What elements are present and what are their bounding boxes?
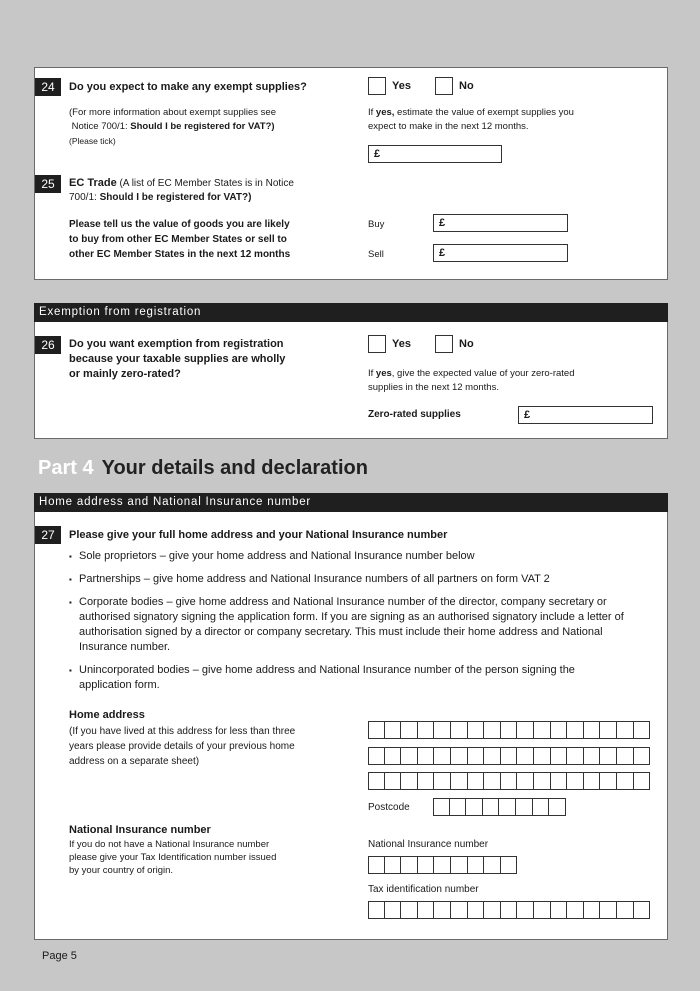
question-number-24: 24 (35, 78, 61, 96)
character-cell[interactable] (584, 772, 601, 790)
character-cell[interactable] (434, 721, 451, 739)
character-cell[interactable] (600, 772, 617, 790)
character-cell[interactable] (368, 772, 385, 790)
home-address-line-3[interactable] (368, 772, 650, 790)
character-cell[interactable] (584, 901, 601, 919)
q26-yes-label: Yes (392, 338, 411, 350)
character-cell[interactable] (634, 772, 651, 790)
q24-no-label: No (459, 80, 474, 92)
home-address-panel (34, 493, 668, 940)
character-cell[interactable] (549, 798, 566, 816)
question-number-27: 27 (35, 526, 61, 544)
character-cell[interactable] (483, 798, 500, 816)
tax-id-input[interactable] (368, 901, 650, 919)
character-cell[interactable] (368, 901, 385, 919)
q27-title: Please give your full home address and your National Insurance number (69, 529, 448, 541)
character-cell[interactable] (617, 721, 634, 739)
character-cell[interactable] (551, 772, 568, 790)
character-cell[interactable] (484, 856, 501, 874)
character-cell[interactable] (567, 747, 584, 765)
character-cell[interactable] (517, 747, 534, 765)
character-cell[interactable] (385, 772, 402, 790)
character-cell[interactable] (600, 721, 617, 739)
character-cell[interactable] (385, 856, 402, 874)
postcode-input[interactable] (433, 798, 566, 816)
q24-note-line1: (For more information about exempt supplies see (69, 107, 276, 118)
question-number-25: 25 (35, 175, 61, 193)
character-cell[interactable] (534, 772, 551, 790)
q24-title: Do you expect to make any exempt supplies? (69, 81, 307, 93)
character-cell[interactable] (468, 721, 485, 739)
character-cell[interactable] (368, 747, 385, 765)
pound-sign: £ (374, 148, 381, 160)
pound-sign: £ (439, 247, 446, 259)
character-cell[interactable] (584, 747, 601, 765)
buy-value-input[interactable] (433, 214, 568, 232)
character-cell[interactable] (484, 747, 501, 765)
exemption-header: Exemption from registration (34, 303, 668, 322)
character-cell[interactable] (418, 772, 435, 790)
page-number: Page 5 (42, 950, 77, 962)
character-cell[interactable] (385, 747, 402, 765)
character-cell[interactable] (451, 772, 468, 790)
character-cell[interactable] (501, 901, 518, 919)
part4-heading (38, 456, 368, 480)
character-cell[interactable] (501, 772, 518, 790)
sell-label: Sell (368, 249, 384, 260)
character-cell[interactable] (634, 901, 651, 919)
q24-if-yes: If yes, estimate the value of exempt supplies you expect to make in the next 12 months. (368, 107, 574, 132)
character-cell[interactable] (385, 721, 402, 739)
character-cell[interactable] (534, 747, 551, 765)
list-item: ▪ Corporate bodies – give home address and National Insurance number of the director, company secretary or authorised signatory signing the application form. If you are signing as an authorised signatory include a letter of authorisation signed by a director or company secretary. This must include their home address and National Insurance number. (69, 595, 629, 655)
character-cell[interactable] (451, 856, 468, 874)
character-cell[interactable] (517, 721, 534, 739)
character-cell[interactable] (634, 747, 651, 765)
character-cell[interactable] (434, 901, 451, 919)
character-cell[interactable] (468, 772, 485, 790)
character-cell[interactable] (368, 856, 385, 874)
q26-no-checkbox[interactable] (435, 335, 453, 353)
character-cell[interactable] (368, 721, 385, 739)
exemption-panel (34, 303, 668, 439)
postcode-label: Postcode (368, 802, 410, 813)
character-cell[interactable] (484, 772, 501, 790)
character-cell[interactable] (634, 721, 651, 739)
character-cell[interactable] (533, 798, 550, 816)
q24-yes-label: Yes (392, 80, 411, 92)
home-address-title: Home address (69, 709, 145, 721)
character-cell[interactable] (401, 772, 418, 790)
character-cell[interactable] (466, 798, 483, 816)
pound-sign: £ (524, 409, 531, 421)
character-cell[interactable] (451, 747, 468, 765)
q27-instructions (69, 549, 629, 701)
character-cell[interactable] (600, 747, 617, 765)
list-item: ▪ Unincorporated bodies – give home address and National Insurance number of the person signing the application form. (69, 663, 629, 693)
home-address-line-2[interactable] (368, 747, 650, 765)
q24-no-checkbox[interactable] (435, 77, 453, 95)
character-cell[interactable] (418, 747, 435, 765)
home-address-header: Home address and National Insurance number (34, 493, 668, 512)
character-cell[interactable] (401, 856, 418, 874)
character-cell[interactable] (534, 901, 551, 919)
ni-number-input[interactable] (368, 856, 517, 874)
character-cell[interactable] (516, 798, 533, 816)
q24-note (69, 106, 349, 148)
q24-tick-note: (Please tick) (69, 136, 116, 146)
character-cell[interactable] (501, 721, 518, 739)
character-cell[interactable] (484, 901, 501, 919)
zero-rated-value-input[interactable] (518, 406, 653, 424)
question-number-26: 26 (35, 336, 61, 354)
character-cell[interactable] (567, 721, 584, 739)
q26-title: Do you want exemption from registration because your taxable supplies are wholly or mainly zero-rated? (69, 338, 286, 380)
character-cell[interactable] (617, 772, 634, 790)
zero-rated-label: Zero-rated supplies (368, 409, 461, 420)
character-cell[interactable] (567, 772, 584, 790)
q25-question: Please tell us the value of goods you are likely to buy from other EC Member States or sell to other EC Member States in the next 12 months (69, 219, 291, 260)
character-cell[interactable] (551, 747, 568, 765)
q26-no-label: No (459, 338, 474, 350)
character-cell[interactable] (401, 901, 418, 919)
character-cell[interactable] (451, 901, 468, 919)
q26-yes-checkbox[interactable] (368, 335, 386, 353)
character-cell[interactable] (434, 747, 451, 765)
character-cell[interactable] (434, 856, 451, 874)
character-cell[interactable] (401, 721, 418, 739)
ni-title: National Insurance number (69, 824, 211, 836)
character-cell[interactable] (468, 901, 485, 919)
ni-number-label: National Insurance number (368, 839, 489, 850)
pound-sign: £ (439, 217, 446, 229)
character-cell[interactable] (418, 856, 435, 874)
character-cell[interactable] (468, 856, 485, 874)
character-cell[interactable] (451, 721, 468, 739)
character-cell[interactable] (484, 721, 501, 739)
part4-title: Your details and declaration (101, 457, 368, 479)
list-item: ▪ Partnerships – give home address and National Insurance numbers of all partners on form VAT 2 (69, 572, 629, 587)
q26-if-yes: If yes, give the expected value of your zero-rated supplies in the next 12 months. (368, 368, 575, 393)
character-cell[interactable] (501, 747, 518, 765)
character-cell[interactable] (434, 772, 451, 790)
character-cell[interactable] (401, 747, 418, 765)
buy-label: Buy (368, 219, 385, 230)
character-cell[interactable] (517, 772, 534, 790)
character-cell[interactable] (600, 901, 617, 919)
character-cell[interactable] (468, 747, 485, 765)
character-cell[interactable] (418, 901, 435, 919)
character-cell[interactable] (617, 747, 634, 765)
q25-title: EC Trade (A list of EC Member States is in Notice 700/1: Should I be registered for VAT?) (69, 177, 294, 203)
character-cell[interactable] (433, 798, 450, 816)
character-cell[interactable] (501, 856, 518, 874)
q24-note-line2: Notice 700/1: Should I be registered for VAT?) (71, 121, 275, 132)
character-cell[interactable] (450, 798, 467, 816)
character-cell[interactable] (418, 721, 435, 739)
character-cell[interactable] (534, 721, 551, 739)
home-address-line-1[interactable] (368, 721, 650, 739)
list-item: ▪ Sole proprietors – give your home address and National Insurance number below (69, 549, 629, 564)
home-address-note: (If you have lived at this address for less than three years please provide details of your previous home address on a separate sheet) (69, 726, 296, 767)
character-cell[interactable] (499, 798, 516, 816)
supplies-panel (34, 67, 668, 280)
character-cell[interactable] (567, 901, 584, 919)
ni-note: If you do not have a National Insurance number please give your Tax Identification number issued by your country of origin. (69, 839, 277, 876)
character-cell[interactable] (617, 901, 634, 919)
character-cell[interactable] (584, 721, 601, 739)
character-cell[interactable] (551, 721, 568, 739)
q24-exempt-value-input[interactable] (368, 145, 502, 163)
character-cell[interactable] (385, 901, 402, 919)
character-cell[interactable] (517, 901, 534, 919)
sell-value-input[interactable] (433, 244, 568, 262)
character-cell[interactable] (551, 901, 568, 919)
q24-yes-checkbox[interactable] (368, 77, 386, 95)
tax-id-label: Tax identification number (368, 884, 479, 895)
part4-label: Part 4 (38, 457, 94, 479)
